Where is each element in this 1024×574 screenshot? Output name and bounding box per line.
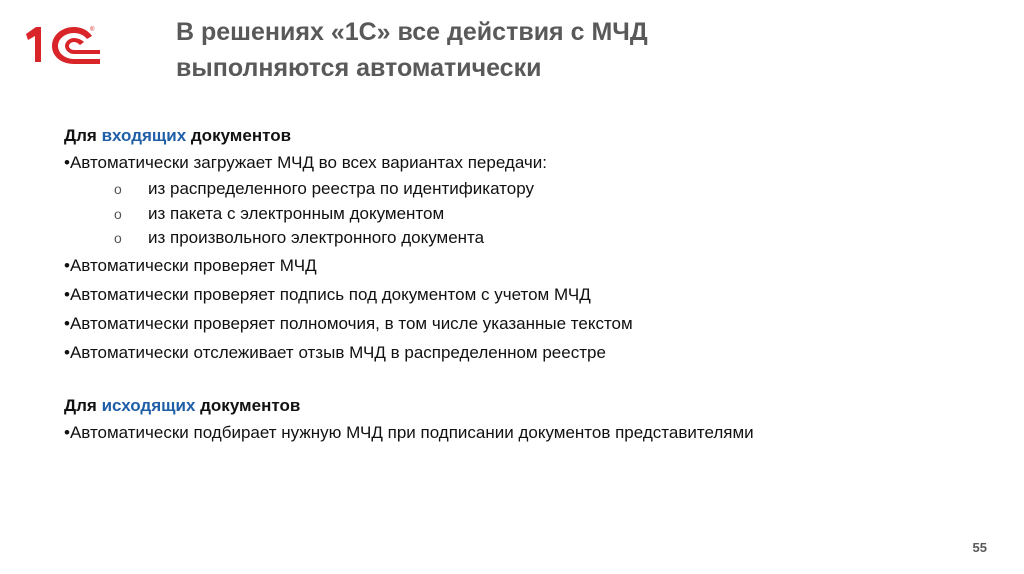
bullet-item: •Автоматически загружает МЧД во всех вариантах передачи: [64, 153, 547, 172]
circle-bullet-icon: o [114, 205, 122, 222]
bullet-item: •Автоматически проверяет полномочия, в том числе указанные текстом [64, 313, 633, 333]
title-line-2: выполняются автоматически [176, 54, 542, 82]
registered-mark: ® [90, 27, 95, 33]
page-title [176, 14, 936, 86]
1c-logo-mark [24, 22, 104, 68]
slide-content [64, 124, 964, 447]
page-number: 55 [972, 540, 987, 555]
sub-bullet-item: o из распределенного реестра по идентификатору [64, 177, 964, 202]
outgoing-heading [64, 394, 964, 418]
1c-logo [24, 22, 104, 68]
outgoing-heading-prefix: Для [64, 395, 102, 415]
bullet-item: •Автоматически проверяет подпись под документом с учетом МЧД [64, 284, 591, 304]
circle-bullet-icon: o [114, 230, 122, 246]
outgoing-heading-highlight: исходящих [101, 395, 196, 415]
sub-bullet-item: o из произвольного электронного документа [64, 226, 964, 251]
section-gap [64, 367, 964, 394]
incoming-heading [64, 124, 964, 148]
circle-bullet-icon: o [114, 181, 122, 197]
outgoing-heading-suffix: документов [195, 395, 301, 415]
incoming-heading-prefix: Для [64, 126, 102, 145]
incoming-heading-suffix: документов [186, 126, 292, 145]
bullet-item: •Автоматически проверяет МЧД [64, 255, 317, 275]
bullet-item: •Автоматически отслеживает отзыв МЧД в распределенном реестре [64, 342, 606, 362]
sub-bullet-item: o из пакета с электронным документом [64, 202, 964, 227]
title-line-1: В решениях «1С» все действия с МЧД [176, 18, 648, 46]
incoming-heading-highlight: входящих [101, 126, 187, 145]
bullet-item: •Автоматически подбирает нужную МЧД при подписании документов представителями [64, 422, 754, 442]
